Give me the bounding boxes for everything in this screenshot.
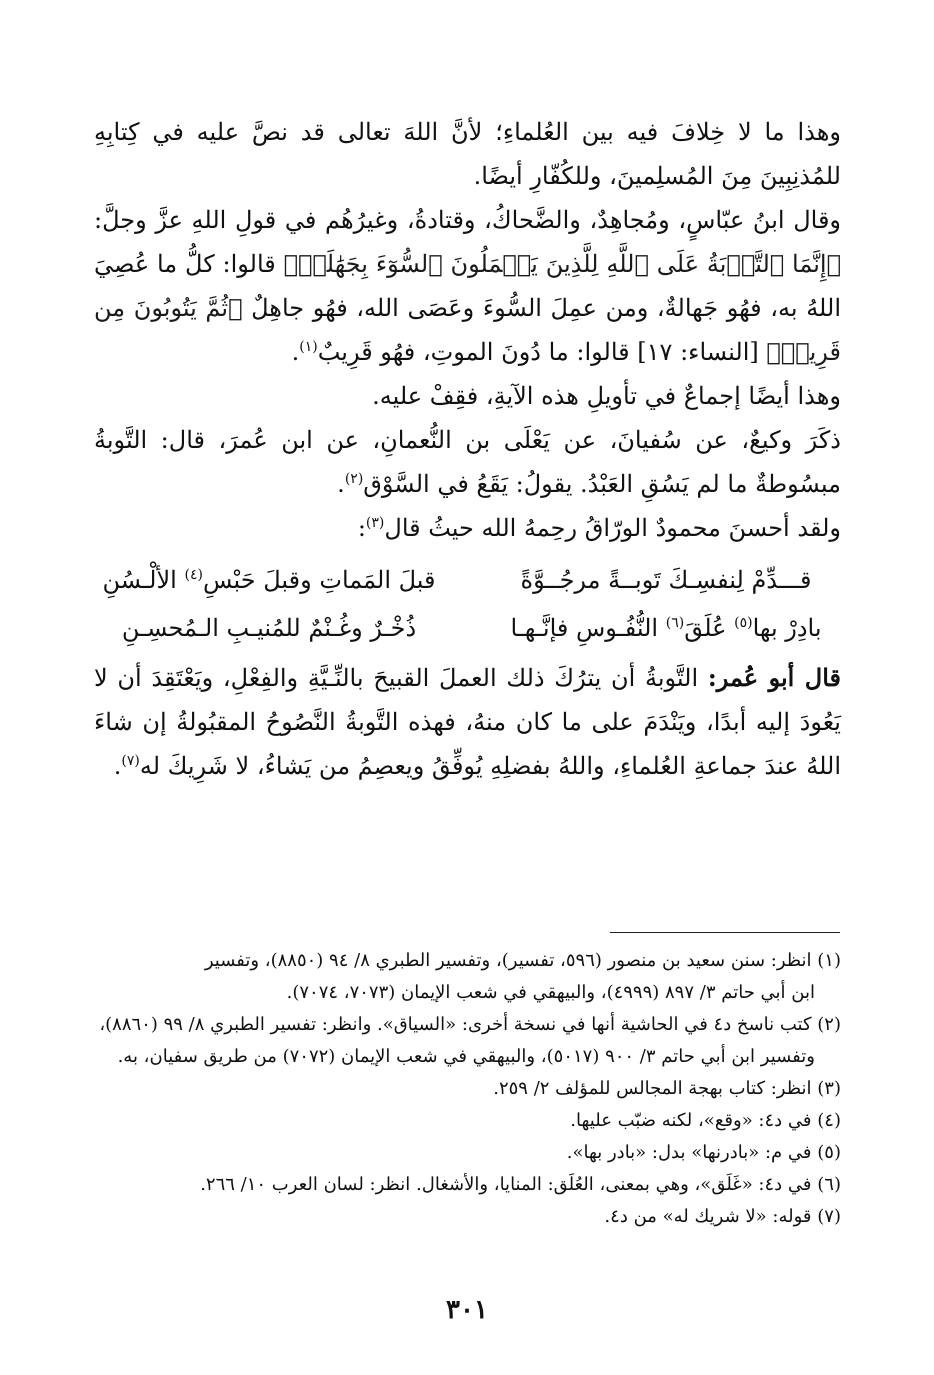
footnote-separator [610, 932, 840, 933]
footnote-3: (٣) انظر: كتاب بهجة المجالس للمؤلف ٢/ ٢٥٩. [493, 1078, 841, 1099]
footnote-ref-5[interactable]: (٥) [734, 615, 753, 631]
page-number: ٣٠١ [446, 1295, 488, 1325]
footnote-1: (١) انظر: سنن سعيد بن منصور (٥٩٦، تفسير)، وتفسير الطبري ٨/ ٩٤ (٨٨٥٠)، وتفسير [204, 950, 841, 971]
quran-verse-2: ﴿ثُمَّ يَتُوبُونَ مِن قَرِيبٖ﴾ [94, 294, 841, 366]
footnote-ref-3[interactable]: (٣) [365, 515, 385, 531]
paragraph-5: ولقد أحسنَ محمودٌ الورّاقُ رحِمهُ الله حيثُ قال$^{(٣)}$: [357, 514, 841, 542]
footnotes [94, 945, 841, 1233]
poem-hemistich-2a: بادِرْ بها$^{(٥)}$ عُلَقَ$^{(٦)}$ النُّفُـوسِ فإنَّـهـا [510, 614, 822, 642]
footnote-6: (٦) في د٤: «غَلَق»، وهي بمعنى، العُلَق: المنايا، والأشغال. انظر: لسان العرب ١٠/ ٢٦٦. [200, 1174, 841, 1195]
footnote-1-continued: ابن أبي حاتم ٣/ ٨٩٧ (٤٩٩٩)، والبيهقي في شعب الإيمان (٧٠٧٣، ٧٠٧٤). [286, 982, 815, 1003]
footnote-7: (٧) قوله: «لا شريك له» من د٤. [604, 1206, 841, 1227]
paragraph-1: وهذا ما لا خِلافَ فيه بين العُلماءِ؛ لأنَّ اللهَ تعالى قد نصَّ عليه في كِتابِهِ للمُذنِبِينَ مِنَ المُسلِمينَ، وللكُفّارِ أيضًا. [94, 118, 842, 190]
poem-hemistich-2b: ذُخْـرٌ وغُـنْمٌ للمُنيـبِ الـمُحسِـنِ [121, 614, 417, 642]
poem-hemistich-1b: قبلَ المَماتِ وقبلَ حَبْسِ$^{(٤)}$ الألْـسُنِ [102, 566, 436, 594]
poem-line-2 [94, 604, 841, 652]
footnote-ref-7[interactable]: (٧) [121, 753, 140, 769]
poem-hemistich-1a: قـــدِّمْ لِنفسِـكَ تَوبــةً مرجُــوَّةً [520, 566, 812, 594]
footnote-5: (٥) في م: «بادرنها» بدل: «بادر بها». [566, 1142, 841, 1163]
footnote-2-continued: وتفسير ابن أبي حاتم ٣/ ٩٠٠ (٥٠١٧)، والبيهقي في شعب الإيمان (٧٠٧٢) من طريق سفيان، به. [117, 1046, 815, 1067]
paragraph-2: وقال ابنُ عبّاسٍ، ومُجاهِدٌ، والضَّحاكُ، وقتادةُ، وغيرُهُم في قولِ اللهِ عزَّ وجلَّ: ﴿إِنَّمَا ٱلتَّوۡبَةُ عَلَى ٱللَّهِ لِلَّذِينَ يَعۡمَلُونَ ٱلسُّوٓءَ بِجَهَٰلَةٖ﴾ قالوا: كلُّ ما عُصِيَ اللهُ به، فهُو جَهالةٌ، ومن عمِلَ السُّوءَ وعَصَى الله، فهُو جاهِلٌ ﴿ثُمَّ يَتُوبُونَ مِن قَرِيبٖ﴾ [النساء: ١٧] قالوا: ما دُونَ الموتِ، فهُو قَرِيبٌ$^{(١)}$. [94, 206, 841, 366]
paragraph-6: قال أبو عُمر: التَّوبةُ أن يترُكَ ذلك العملَ القبيحَ بالنِّـيَّةِ والفِعْلِ، ويَعْتَقِدَ أن لا يَعُودَ إليه أبدًا، ويَنْدَمَ على ما كان منهُ، فهذه التَّوبةُ النَّصُوحُ المقبُولةُ إن شاءَ اللهُ عندَ جماعةِ العُلماءِ، واللهُ بفضلِهِ يُوفِّقُ ويعصِمُ من يَشاءُ، لا شَرِيكَ له$^{(٧)}$. [94, 663, 841, 780]
paragraph-4: ذكَرَ وكيعٌ، عن سُفيانَ، عن يَعْلَى بن النُّعمانِ، عن ابن عُمرَ، قال: التَّوبةُ مبسُوطةٌ ما لم يَسُقِ العَبْدُ. يقولُ: يَقَعُ في السَّوْق$^{(٢)}$. [94, 426, 841, 498]
footnote-ref-1[interactable]: (١) [299, 339, 318, 355]
poem [94, 556, 841, 652]
author-label: قال أبو عُمر: [707, 663, 841, 692]
footnote-ref-2[interactable]: (٢) [344, 471, 364, 487]
poem-line-1 [94, 556, 841, 604]
footnote-2: (٢) كتب ناسخ د٤ في الحاشية أنها في نسخة أخرى: «السياق». وانظر: تفسير الطبري ٨/ ٩٩ (٨٨٦٠)، [99, 1014, 841, 1035]
paragraph-3: وهذا أيضًا إجماعٌ في تأويلِ هذه الآيةِ، فقِفْ عليه. [372, 382, 841, 410]
main-text [94, 110, 841, 788]
quran-verse-1: ﴿إِنَّمَا ٱلتَّوۡبَةُ عَلَى ٱللَّهِ لِلَّذِينَ يَعۡمَلُونَ ٱلسُّوٓءَ بِجَهَٰلَةٖ﴾ [283, 250, 841, 278]
footnote-ref-6[interactable]: (٦) [665, 615, 685, 631]
footnote-ref-4[interactable]: (٤) [184, 567, 203, 583]
footnote-4: (٤) في د٤: «وقع»، لكنه ضبّب عليها. [570, 1110, 841, 1131]
